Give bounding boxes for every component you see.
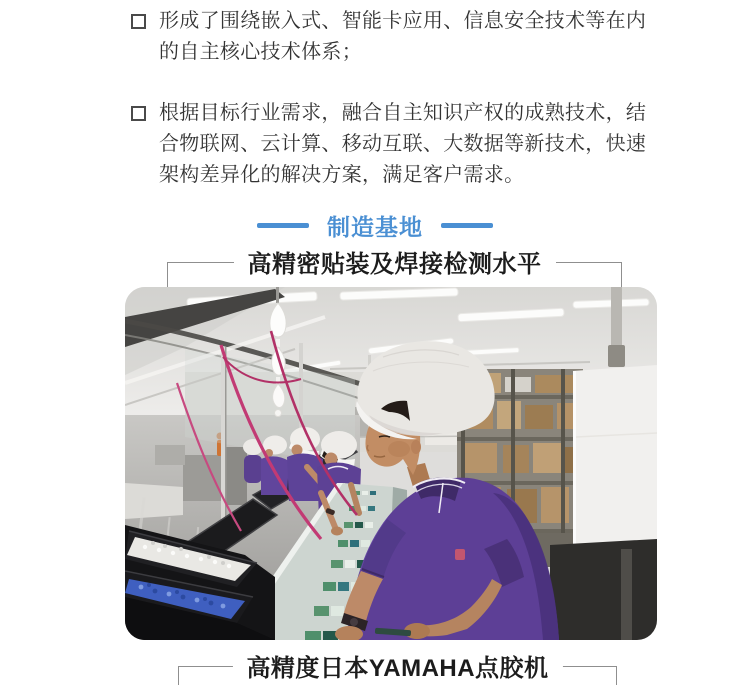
photo-caption: 高精度日本YAMAHA点胶机 [232, 648, 562, 683]
bullet-item [131, 6, 655, 68]
section-header [0, 209, 750, 242]
bullet-text: 形成了围绕嵌入式、智能卡应用、信息安全技术等在内的自主核心技术体系； [159, 10, 647, 63]
bullet-text: 根据目标行业需求，融合自主知识产权的成熟技术，结合物联网、云计算、移动互联、大数据等新技术，快速架构差异化的解决方案，满足客户需求。 [159, 102, 647, 186]
bullet-item [131, 98, 655, 191]
section-title: 制造基地 [327, 214, 423, 240]
photo-subtitle: 高精密贴装及焊接检测水平 [234, 244, 556, 279]
square-bullet-icon [131, 14, 146, 29]
bullet-list [131, 6, 655, 191]
photo-bottom-bracket [178, 654, 617, 685]
photo-top-bracket [167, 250, 622, 288]
square-bullet-icon [131, 106, 146, 121]
factory-photo [125, 287, 657, 640]
header-dash-left [257, 223, 309, 228]
factory-photo-illustration [125, 287, 657, 640]
header-dash-right [441, 223, 493, 228]
